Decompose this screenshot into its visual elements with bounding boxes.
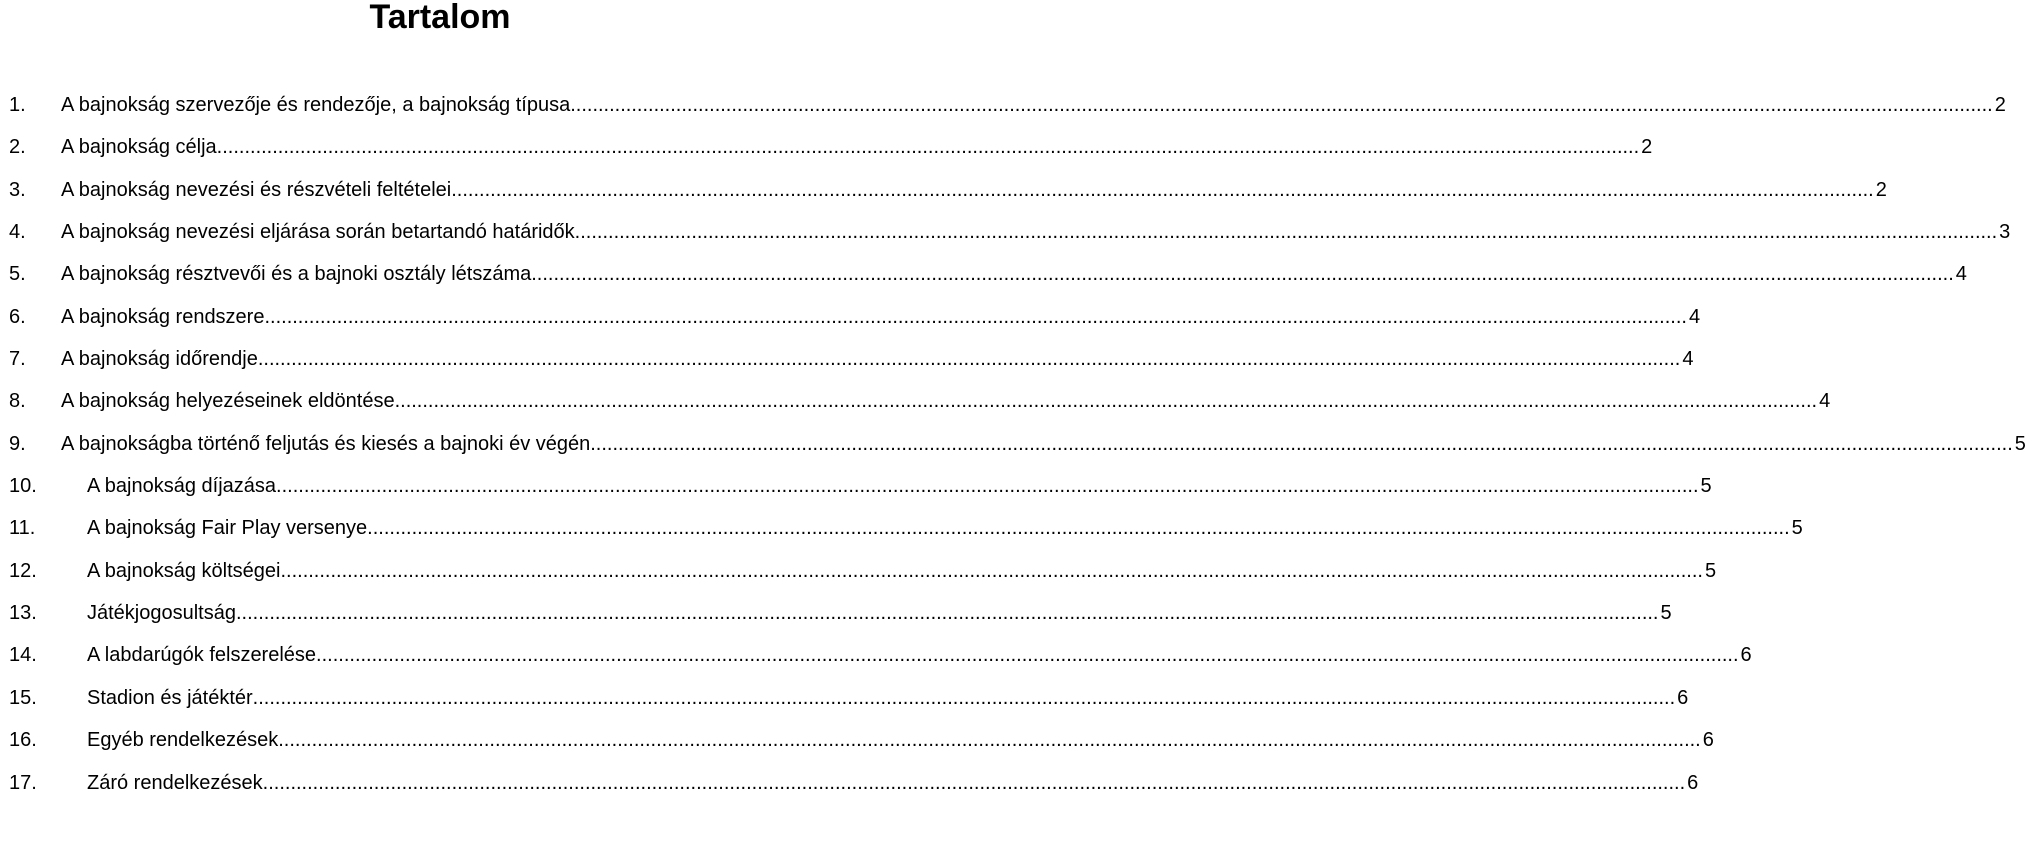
dot-leader xyxy=(590,423,2013,465)
toc-entry-number: 6. xyxy=(9,305,26,328)
toc-entry-title: A bajnokság résztvevői és a bajnoki osztály létszáma xyxy=(61,263,532,286)
toc-entry[interactable] xyxy=(9,423,2026,465)
toc-entry-page: 5 xyxy=(1791,517,1803,540)
toc-entry-title: A bajnokság költségei xyxy=(87,559,281,582)
toc-entry-number: 11. xyxy=(9,517,36,540)
toc-entry-page: 5 xyxy=(2014,432,2026,455)
toc-entry[interactable] xyxy=(9,126,1653,168)
toc-entry-page: 6 xyxy=(1702,729,1714,752)
toc-entry-page: 4 xyxy=(1688,305,1701,328)
toc-entry[interactable] xyxy=(9,296,1701,338)
toc-entry[interactable] xyxy=(9,465,1712,507)
toc-entry-title: A bajnokság nevezési és részvételi feltételei xyxy=(61,178,452,201)
toc-entry-number: 16. xyxy=(9,729,37,752)
toc-entry[interactable] xyxy=(9,719,1714,761)
toc-entry[interactable] xyxy=(9,634,1752,676)
toc-entry[interactable] xyxy=(9,84,2006,126)
toc-entry-title: Játékjogosultság xyxy=(87,602,236,625)
toc-entry[interactable] xyxy=(9,762,1699,804)
toc-entry-number: 9. xyxy=(9,432,26,455)
toc-entry-title: Záró rendelkezések xyxy=(87,771,263,794)
dot-leader xyxy=(570,84,1993,126)
dot-leader xyxy=(367,507,1790,549)
dot-leader xyxy=(253,677,1676,719)
toc-entry-title: Egyéb rendelkezések xyxy=(87,729,279,752)
toc-entry-title: A bajnokság Fair Play versenye xyxy=(87,517,368,540)
toc-entry-number: 12. xyxy=(9,559,37,582)
toc-entry-page: 5 xyxy=(1660,602,1672,625)
table-of-contents xyxy=(9,84,2026,804)
dot-leader xyxy=(236,592,1659,634)
dot-leader xyxy=(276,465,1699,507)
dot-leader xyxy=(316,634,1739,676)
toc-entry-number: 17. xyxy=(9,771,37,794)
dot-leader xyxy=(531,253,1954,295)
toc-entry-page: 4 xyxy=(1955,263,1967,286)
toc-entry-number: 4. xyxy=(9,221,26,244)
dot-leader xyxy=(264,296,1687,338)
toc-entry-title: A labdarúgók felszerelése xyxy=(87,644,317,667)
dot-leader xyxy=(258,338,1681,380)
dot-leader xyxy=(278,719,1701,761)
toc-entry-page: 2 xyxy=(1875,178,1887,201)
dot-leader xyxy=(395,380,1818,422)
toc-entry-page: 2 xyxy=(1641,136,1653,159)
toc-entry-title: A bajnokság rendszere xyxy=(61,305,265,328)
toc-entry-page: 4 xyxy=(1819,390,1831,413)
toc-entry-title: A bajnokság díjazása xyxy=(87,475,277,498)
toc-entry-number: 1. xyxy=(9,94,26,116)
toc-entry-title: A bajnokság célja xyxy=(61,136,217,159)
toc-entry-title: A bajnokságba történő feljutás és kiesés a bajnoki év végén xyxy=(61,432,591,455)
page-title: Tartalom xyxy=(369,0,511,36)
dot-leader xyxy=(451,169,1874,211)
toc-entry-title: Stadion és játéktér xyxy=(87,686,253,709)
toc-entry-number: 15. xyxy=(9,686,37,709)
toc-entry-page: 3 xyxy=(1999,221,2011,244)
toc-entry-page: 6 xyxy=(1740,644,1752,667)
toc-entry-page: 4 xyxy=(1682,348,1694,371)
toc-entry-number: 7. xyxy=(9,348,26,371)
toc-entry[interactable] xyxy=(9,592,1672,634)
toc-entry-page: 5 xyxy=(1700,475,1712,498)
toc-entry-page: 6 xyxy=(1677,686,1689,709)
dot-leader xyxy=(263,762,1686,804)
toc-entry[interactable] xyxy=(9,507,1803,549)
toc-entry-title: A bajnokság helyezéseinek eldöntése xyxy=(61,390,395,413)
toc-entry-number: 5. xyxy=(9,263,26,286)
toc-entry[interactable] xyxy=(9,169,1887,211)
toc-entry-number: 14. xyxy=(9,644,37,667)
dot-leader xyxy=(575,211,1998,253)
toc-entry-number: 13. xyxy=(9,602,37,625)
toc-entry-title: A bajnokság időrendje xyxy=(61,348,258,371)
toc-entry[interactable] xyxy=(9,380,1831,422)
dot-leader xyxy=(280,550,1703,592)
toc-entry-number: 10. xyxy=(9,475,37,498)
toc-entry-page: 6 xyxy=(1687,771,1699,794)
toc-entry[interactable] xyxy=(9,677,1689,719)
toc-entry-title: A bajnokság nevezési eljárása során betartandó határidők xyxy=(61,221,575,244)
toc-entry-number: 8. xyxy=(9,390,26,413)
toc-entry[interactable] xyxy=(9,211,2011,253)
toc-entry-page: 2 xyxy=(1994,94,2006,116)
toc-entry[interactable] xyxy=(9,550,1717,592)
toc-entry-title: A bajnokság szervezője és rendezője, a bajnokság típusa xyxy=(61,94,571,116)
toc-entry[interactable] xyxy=(9,338,1694,380)
toc-entry-number: 3. xyxy=(9,178,26,201)
dot-leader xyxy=(217,126,1640,168)
toc-entry-number: 2. xyxy=(9,136,26,159)
toc-entry[interactable] xyxy=(9,253,1967,295)
toc-entry-page: 5 xyxy=(1704,559,1717,582)
